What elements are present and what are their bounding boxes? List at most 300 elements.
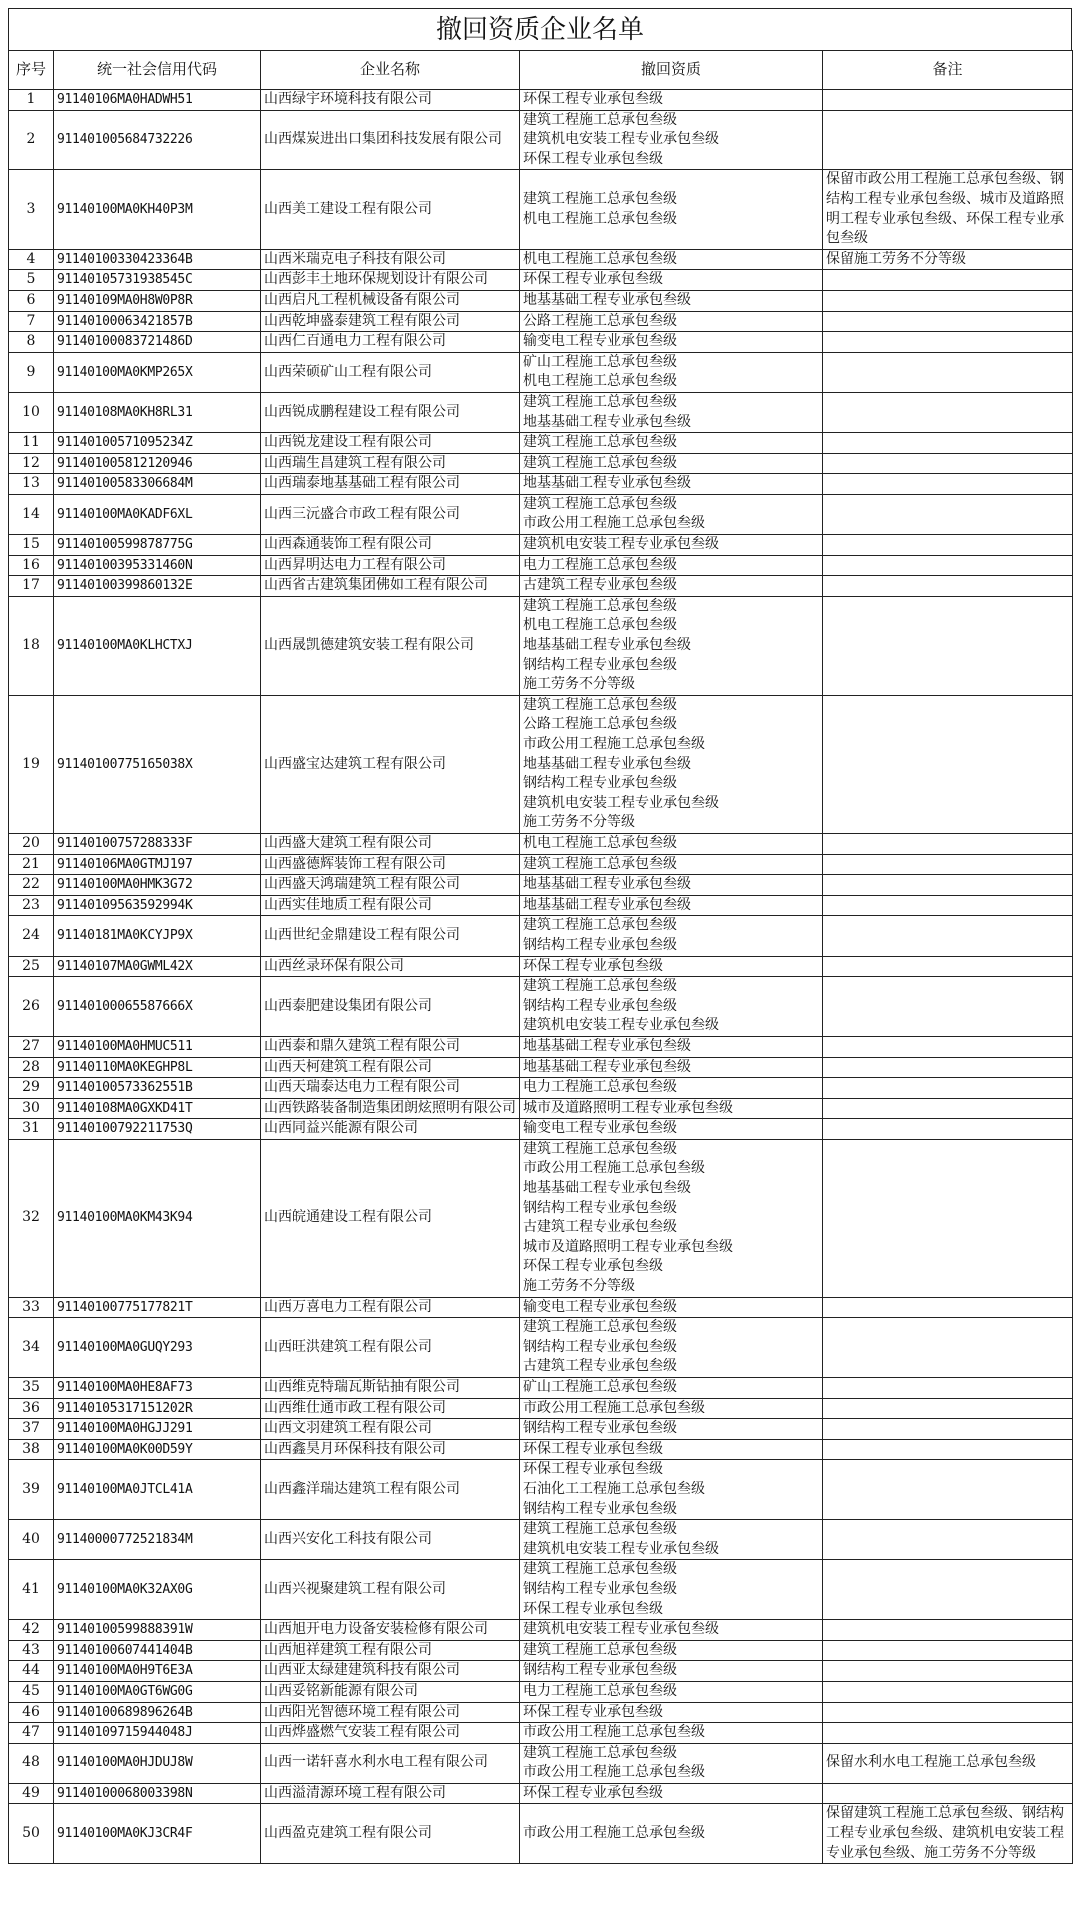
cell-remarks <box>823 1681 1073 1702</box>
cell-remarks <box>823 956 1073 977</box>
cell-credit-code: 91140181MA0KCYJP9X <box>54 916 261 956</box>
table-row <box>9 332 1073 353</box>
table-row <box>9 977 1073 1037</box>
cell-company-name: 山西兴安化工科技有限公司 <box>261 1520 520 1560</box>
cell-seq: 7 <box>9 311 54 332</box>
cell-remarks <box>823 1560 1073 1620</box>
cell-seq: 8 <box>9 332 54 353</box>
cell-remarks <box>823 977 1073 1037</box>
cell-credit-code: 91140100775177821T <box>54 1297 261 1318</box>
cell-remarks: 保留施工劳务不分等级 <box>823 249 1073 270</box>
cell-company-name: 山西米瑞克电子科技有限公司 <box>261 249 520 270</box>
cell-credit-code: 91140100395331460N <box>54 555 261 576</box>
cell-seq: 27 <box>9 1036 54 1057</box>
cell-company-name: 山西万喜电力工程有限公司 <box>261 1297 520 1318</box>
cell-seq: 48 <box>9 1743 54 1783</box>
table-body <box>9 90 1073 1864</box>
cell-seq: 4 <box>9 249 54 270</box>
cell-credit-code: 91140100583306684M <box>54 474 261 495</box>
cell-seq: 28 <box>9 1057 54 1078</box>
header-seq: 序号 <box>9 51 54 90</box>
cell-company-name: 山西绿宇环境科技有限公司 <box>261 90 520 111</box>
cell-remarks <box>823 596 1073 695</box>
cell-revoked-quals: 输变电工程专业承包叁级 <box>520 1119 823 1140</box>
table-row <box>9 1398 1073 1419</box>
cell-revoked-quals: 建筑工程施工总承包叁级 <box>520 453 823 474</box>
cell-company-name: 山西维仕通市政工程有限公司 <box>261 1398 520 1419</box>
cell-company-name: 山西旭祥建筑工程有限公司 <box>261 1640 520 1661</box>
cell-credit-code: 91140100MA0KMP265X <box>54 352 261 392</box>
cell-credit-code: 91140106MA0HADWH51 <box>54 90 261 111</box>
cell-credit-code: 91140100068003398N <box>54 1783 261 1804</box>
cell-revoked-quals: 城市及道路照明工程专业承包叁级 <box>520 1098 823 1119</box>
table-row <box>9 110 1073 170</box>
table-row <box>9 1661 1073 1682</box>
cell-credit-code: 91140100399860132E <box>54 576 261 597</box>
cell-remarks <box>823 110 1073 170</box>
cell-credit-code: 91140100330423364B <box>54 249 261 270</box>
cell-company-name: 山西省古建筑集团佛如工程有限公司 <box>261 576 520 597</box>
cell-credit-code: 91140100MA0KLHCTXJ <box>54 596 261 695</box>
cell-seq: 29 <box>9 1078 54 1099</box>
cell-company-name: 山西美工建设工程有限公司 <box>261 170 520 249</box>
cell-company-name: 山西仁百通电力工程有限公司 <box>261 332 520 353</box>
cell-revoked-quals: 建筑工程施工总承包叁级 机电工程施工总承包叁级 地基基础工程专业承包叁级 钢结构工程专业承包叁级 施工劳务不分等级 <box>520 596 823 695</box>
cell-revoked-quals: 环保工程专业承包叁级 <box>520 1702 823 1723</box>
table-row <box>9 1378 1073 1399</box>
table-row <box>9 90 1073 111</box>
cell-company-name: 山西妥铭新能源有限公司 <box>261 1681 520 1702</box>
cell-company-name: 山西世纪金鼎建设工程有限公司 <box>261 916 520 956</box>
cell-credit-code: 91140100MA0HJDUJ8W <box>54 1743 261 1783</box>
cell-credit-code: 91140100MA0HE8AF73 <box>54 1378 261 1399</box>
cell-seq: 26 <box>9 977 54 1037</box>
cell-revoked-quals: 地基基础工程专业承包叁级 <box>520 290 823 311</box>
cell-company-name: 山西阳光智德环境工程有限公司 <box>261 1702 520 1723</box>
cell-remarks <box>823 576 1073 597</box>
cell-seq: 23 <box>9 895 54 916</box>
cell-seq: 25 <box>9 956 54 977</box>
table-row <box>9 1520 1073 1560</box>
cell-seq: 47 <box>9 1723 54 1744</box>
cell-credit-code: 91140105317151202R <box>54 1398 261 1419</box>
cell-revoked-quals: 电力工程施工总承包叁级 <box>520 1681 823 1702</box>
cell-credit-code: 91140100MA0HMUC511 <box>54 1036 261 1057</box>
table-row <box>9 249 1073 270</box>
table-row <box>9 1560 1073 1620</box>
cell-revoked-quals: 市政公用工程施工总承包叁级 <box>520 1398 823 1419</box>
cell-remarks <box>823 916 1073 956</box>
cell-remarks <box>823 1640 1073 1661</box>
cell-seq: 49 <box>9 1783 54 1804</box>
cell-company-name: 山西旭开电力设备安装检修有限公司 <box>261 1620 520 1641</box>
cell-remarks <box>823 1702 1073 1723</box>
cell-revoked-quals: 矿山工程施工总承包叁级 机电工程施工总承包叁级 <box>520 352 823 392</box>
cell-remarks <box>823 1297 1073 1318</box>
table-row <box>9 555 1073 576</box>
cell-credit-code: 91140100063421857B <box>54 311 261 332</box>
cell-company-name: 山西同益兴能源有限公司 <box>261 1119 520 1140</box>
cell-company-name: 山西鑫昊月环保科技有限公司 <box>261 1439 520 1460</box>
cell-remarks <box>823 1520 1073 1560</box>
cell-remarks <box>823 1419 1073 1440</box>
cell-revoked-quals: 电力工程施工总承包叁级 <box>520 1078 823 1099</box>
cell-credit-code: 91140100083721486D <box>54 332 261 353</box>
cell-company-name: 山西盛宝达建筑工程有限公司 <box>261 695 520 833</box>
cell-company-name: 山西荣硕矿山工程有限公司 <box>261 352 520 392</box>
revoked-list-table <box>8 50 1073 1864</box>
table-row <box>9 392 1073 432</box>
cell-credit-code: 91140100MA0JTCL41A <box>54 1460 261 1520</box>
table-row <box>9 1743 1073 1783</box>
table-row <box>9 494 1073 534</box>
cell-company-name: 山西泰肥建设集团有限公司 <box>261 977 520 1037</box>
cell-company-name: 山西铁路装备制造集团朗炫照明有限公司 <box>261 1098 520 1119</box>
cell-credit-code: 91140100MA0HMK3G72 <box>54 875 261 896</box>
table-row <box>9 352 1073 392</box>
cell-revoked-quals: 地基基础工程专业承包叁级 <box>520 1036 823 1057</box>
cell-company-name: 山西溢清源环境工程有限公司 <box>261 1783 520 1804</box>
cell-seq: 1 <box>9 90 54 111</box>
cell-seq: 16 <box>9 555 54 576</box>
cell-credit-code: 91140100MA0GT6WG0G <box>54 1681 261 1702</box>
cell-seq: 38 <box>9 1439 54 1460</box>
cell-company-name: 山西文羽建筑工程有限公司 <box>261 1419 520 1440</box>
cell-seq: 3 <box>9 170 54 249</box>
cell-credit-code: 91140109563592994K <box>54 895 261 916</box>
cell-revoked-quals: 建筑工程施工总承包叁级 钢结构工程专业承包叁级 <box>520 916 823 956</box>
cell-revoked-quals: 机电工程施工总承包叁级 <box>520 833 823 854</box>
cell-company-name: 山西丝录环保有限公司 <box>261 956 520 977</box>
cell-remarks <box>823 453 1073 474</box>
cell-seq: 42 <box>9 1620 54 1641</box>
cell-remarks <box>823 854 1073 875</box>
cell-seq: 33 <box>9 1297 54 1318</box>
cell-remarks <box>823 1036 1073 1057</box>
cell-revoked-quals: 电力工程施工总承包叁级 <box>520 555 823 576</box>
cell-remarks <box>823 311 1073 332</box>
table-row <box>9 170 1073 249</box>
cell-remarks <box>823 1119 1073 1140</box>
cell-company-name: 山西锐成鹏程建设工程有限公司 <box>261 392 520 432</box>
cell-credit-code: 91140100MA0K32AX0G <box>54 1560 261 1620</box>
cell-company-name: 山西兴视聚建筑工程有限公司 <box>261 1560 520 1620</box>
table-row <box>9 833 1073 854</box>
cell-remarks <box>823 270 1073 291</box>
cell-remarks <box>823 1318 1073 1378</box>
cell-seq: 14 <box>9 494 54 534</box>
cell-seq: 44 <box>9 1661 54 1682</box>
cell-revoked-quals: 公路工程施工总承包叁级 <box>520 311 823 332</box>
cell-credit-code: 91140110MA0KEGHP8L <box>54 1057 261 1078</box>
cell-revoked-quals: 地基基础工程专业承包叁级 <box>520 895 823 916</box>
cell-company-name: 山西泰和鼎久建筑工程有限公司 <box>261 1036 520 1057</box>
cell-seq: 13 <box>9 474 54 495</box>
cell-revoked-quals: 建筑工程施工总承包叁级 <box>520 854 823 875</box>
cell-revoked-quals: 建筑工程施工总承包叁级 地基基础工程专业承包叁级 <box>520 392 823 432</box>
cell-credit-code: 91140100792211753Q <box>54 1119 261 1140</box>
cell-credit-code: 91140109MA0H8W0P8R <box>54 290 261 311</box>
cell-remarks <box>823 1098 1073 1119</box>
cell-credit-code: 91140100MA0K00D59Y <box>54 1439 261 1460</box>
header-company-name: 企业名称 <box>261 51 520 90</box>
cell-revoked-quals: 建筑工程施工总承包叁级 机电工程施工总承包叁级 <box>520 170 823 249</box>
cell-remarks <box>823 895 1073 916</box>
table-row <box>9 1318 1073 1378</box>
cell-credit-code: 91140100689896264B <box>54 1702 261 1723</box>
cell-revoked-quals: 地基基础工程专业承包叁级 <box>520 1057 823 1078</box>
cell-credit-code: 91140000772521834M <box>54 1520 261 1560</box>
table-row <box>9 895 1073 916</box>
table-row <box>9 695 1073 833</box>
cell-remarks: 保留市政公用工程施工总承包叁级、钢结构工程专业承包叁级、城市及道路照明工程专业承包叁级、环保工程专业承包叁级 <box>823 170 1073 249</box>
cell-revoked-quals: 市政公用工程施工总承包叁级 <box>520 1723 823 1744</box>
cell-remarks <box>823 1057 1073 1078</box>
cell-company-name: 山西瑞泰地基基础工程有限公司 <box>261 474 520 495</box>
table-row <box>9 1139 1073 1297</box>
cell-remarks <box>823 474 1073 495</box>
cell-company-name: 山西乾坤盛泰建筑工程有限公司 <box>261 311 520 332</box>
cell-seq: 45 <box>9 1681 54 1702</box>
cell-remarks <box>823 332 1073 353</box>
table-row <box>9 290 1073 311</box>
table-row <box>9 474 1073 495</box>
cell-remarks <box>823 433 1073 454</box>
header-remarks: 备注 <box>823 51 1073 90</box>
cell-revoked-quals: 建筑工程施工总承包叁级 钢结构工程专业承包叁级 环保工程专业承包叁级 <box>520 1560 823 1620</box>
cell-remarks <box>823 494 1073 534</box>
cell-remarks <box>823 392 1073 432</box>
cell-company-name: 山西锐龙建设工程有限公司 <box>261 433 520 454</box>
cell-credit-code: 911401005684732226 <box>54 110 261 170</box>
cell-company-name: 山西盛大建筑工程有限公司 <box>261 833 520 854</box>
cell-revoked-quals: 建筑工程施工总承包叁级 公路工程施工总承包叁级 市政公用工程施工总承包叁级 地基基础工程专业承包叁级 钢结构工程专业承包叁级 建筑机电安装工程专业承包叁级 施工劳务不分等级 <box>520 695 823 833</box>
cell-credit-code: 91140100MA0KJ3CR4F <box>54 1804 261 1864</box>
cell-seq: 46 <box>9 1702 54 1723</box>
cell-credit-code: 91140100065587666X <box>54 977 261 1037</box>
cell-remarks <box>823 290 1073 311</box>
cell-company-name: 山西鑫洋瑞达建筑工程有限公司 <box>261 1460 520 1520</box>
table-row <box>9 1036 1073 1057</box>
cell-revoked-quals: 地基基础工程专业承包叁级 <box>520 875 823 896</box>
table-row <box>9 1723 1073 1744</box>
cell-credit-code: 91140108MA0GXKD41T <box>54 1098 261 1119</box>
cell-company-name: 山西维克特瑞瓦斯钻抽有限公司 <box>261 1378 520 1399</box>
cell-revoked-quals: 建筑机电安装工程专业承包叁级 <box>520 1620 823 1641</box>
cell-company-name: 山西彭丰土地环保规划设计有限公司 <box>261 270 520 291</box>
cell-company-name: 山西瑞生昌建筑工程有限公司 <box>261 453 520 474</box>
cell-credit-code: 91140100757288333F <box>54 833 261 854</box>
cell-remarks: 保留水利水电工程施工总承包叁级 <box>823 1743 1073 1783</box>
cell-company-name: 山西一诺轩喜水利水电工程有限公司 <box>261 1743 520 1783</box>
cell-revoked-quals: 建筑工程施工总承包叁级 建筑机电安装工程专业承包叁级 环保工程专业承包叁级 <box>520 110 823 170</box>
table-row <box>9 1783 1073 1804</box>
cell-seq: 22 <box>9 875 54 896</box>
cell-credit-code: 91140100599888391W <box>54 1620 261 1641</box>
cell-company-name: 山西亚太绿建建筑科技有限公司 <box>261 1661 520 1682</box>
cell-seq: 41 <box>9 1560 54 1620</box>
cell-credit-code: 91140100MA0H9T6E3A <box>54 1661 261 1682</box>
cell-seq: 31 <box>9 1119 54 1140</box>
cell-company-name: 山西旺洪建筑工程有限公司 <box>261 1318 520 1378</box>
cell-remarks <box>823 833 1073 854</box>
cell-remarks <box>823 1620 1073 1641</box>
cell-seq: 11 <box>9 433 54 454</box>
cell-credit-code: 91140109715944048J <box>54 1723 261 1744</box>
cell-company-name: 山西天柯建筑工程有限公司 <box>261 1057 520 1078</box>
cell-revoked-quals: 建筑工程施工总承包叁级 市政公用工程施工总承包叁级 地基基础工程专业承包叁级 钢结构工程专业承包叁级 古建筑工程专业承包叁级 城市及道路照明工程专业承包叁级 环保工程专业承包叁级 施工劳务不分等级 <box>520 1139 823 1297</box>
cell-credit-code: 91140100MA0KADF6XL <box>54 494 261 534</box>
cell-remarks <box>823 1723 1073 1744</box>
cell-seq: 24 <box>9 916 54 956</box>
cell-remarks <box>823 1783 1073 1804</box>
table-row <box>9 1460 1073 1520</box>
cell-revoked-quals: 建筑工程施工总承包叁级 市政公用工程施工总承包叁级 <box>520 1743 823 1783</box>
cell-remarks <box>823 1439 1073 1460</box>
cell-credit-code: 91140105731938545C <box>54 270 261 291</box>
cell-credit-code: 91140107MA0GWML42X <box>54 956 261 977</box>
table-row <box>9 916 1073 956</box>
table-row <box>9 1804 1073 1864</box>
table-header-row <box>9 51 1073 90</box>
cell-credit-code: 91140100573362551B <box>54 1078 261 1099</box>
cell-credit-code: 91140100775165038X <box>54 695 261 833</box>
document-title: 撤回资质企业名单 <box>8 8 1072 50</box>
cell-credit-code: 91140100MA0GUQY293 <box>54 1318 261 1378</box>
cell-remarks <box>823 1460 1073 1520</box>
table-row <box>9 1620 1073 1641</box>
header-revoked-quals: 撤回资质 <box>520 51 823 90</box>
cell-remarks <box>823 1139 1073 1297</box>
cell-seq: 34 <box>9 1318 54 1378</box>
cell-company-name: 山西烨盛燃气安装工程有限公司 <box>261 1723 520 1744</box>
table-row <box>9 1640 1073 1661</box>
cell-revoked-quals: 环保工程专业承包叁级 <box>520 270 823 291</box>
cell-seq: 20 <box>9 833 54 854</box>
cell-revoked-quals: 建筑工程施工总承包叁级 钢结构工程专业承包叁级 古建筑工程专业承包叁级 <box>520 1318 823 1378</box>
cell-credit-code: 91140100571095234Z <box>54 433 261 454</box>
cell-credit-code: 91140100599878775G <box>54 535 261 556</box>
cell-revoked-quals: 环保工程专业承包叁级 <box>520 90 823 111</box>
cell-revoked-quals: 市政公用工程施工总承包叁级 <box>520 1804 823 1864</box>
cell-company-name: 山西实佳地质工程有限公司 <box>261 895 520 916</box>
cell-revoked-quals: 输变电工程专业承包叁级 <box>520 1297 823 1318</box>
cell-revoked-quals: 建筑工程施工总承包叁级 建筑机电安装工程专业承包叁级 <box>520 1520 823 1560</box>
table-row <box>9 596 1073 695</box>
table-row <box>9 535 1073 556</box>
header-credit-code: 统一社会信用代码 <box>54 51 261 90</box>
cell-seq: 36 <box>9 1398 54 1419</box>
cell-seq: 39 <box>9 1460 54 1520</box>
cell-remarks: 保留建筑工程施工总承包叁级、钢结构工程专业承包叁级、建筑机电安装工程专业承包叁级、施工劳务不分等级 <box>823 1804 1073 1864</box>
table-row <box>9 1439 1073 1460</box>
cell-company-name: 山西盛天鸿瑞建筑工程有限公司 <box>261 875 520 896</box>
cell-remarks <box>823 352 1073 392</box>
cell-company-name: 山西盛德辉装饰工程有限公司 <box>261 854 520 875</box>
cell-company-name: 山西森通装饰工程有限公司 <box>261 535 520 556</box>
cell-credit-code: 911401005812120946 <box>54 453 261 474</box>
cell-seq: 17 <box>9 576 54 597</box>
cell-remarks <box>823 695 1073 833</box>
cell-revoked-quals: 矿山工程施工总承包叁级 <box>520 1378 823 1399</box>
table-row <box>9 875 1073 896</box>
cell-seq: 21 <box>9 854 54 875</box>
cell-revoked-quals: 机电工程施工总承包叁级 <box>520 249 823 270</box>
cell-seq: 35 <box>9 1378 54 1399</box>
cell-revoked-quals: 古建筑工程专业承包叁级 <box>520 576 823 597</box>
cell-remarks <box>823 1398 1073 1419</box>
cell-credit-code: 91140100607441404B <box>54 1640 261 1661</box>
cell-seq: 30 <box>9 1098 54 1119</box>
cell-revoked-quals: 建筑工程施工总承包叁级 市政公用工程施工总承包叁级 <box>520 494 823 534</box>
cell-remarks <box>823 1078 1073 1099</box>
table-row <box>9 311 1073 332</box>
cell-revoked-quals: 建筑工程施工总承包叁级 <box>520 433 823 454</box>
cell-revoked-quals: 地基基础工程专业承包叁级 <box>520 474 823 495</box>
cell-revoked-quals: 环保工程专业承包叁级 <box>520 1439 823 1460</box>
cell-seq: 50 <box>9 1804 54 1864</box>
cell-remarks <box>823 1378 1073 1399</box>
cell-revoked-quals: 钢结构工程专业承包叁级 <box>520 1419 823 1440</box>
cell-seq: 12 <box>9 453 54 474</box>
cell-revoked-quals: 建筑工程施工总承包叁级 <box>520 1640 823 1661</box>
table-row <box>9 1702 1073 1723</box>
table-row <box>9 1057 1073 1078</box>
table-row <box>9 270 1073 291</box>
cell-seq: 10 <box>9 392 54 432</box>
cell-seq: 2 <box>9 110 54 170</box>
cell-remarks <box>823 1661 1073 1682</box>
cell-remarks <box>823 535 1073 556</box>
cell-credit-code: 91140108MA0KH8RL31 <box>54 392 261 432</box>
cell-seq: 18 <box>9 596 54 695</box>
document-sheet <box>8 8 1072 1864</box>
cell-seq: 43 <box>9 1640 54 1661</box>
cell-credit-code: 91140106MA0GTMJ197 <box>54 854 261 875</box>
table-row <box>9 1078 1073 1099</box>
cell-company-name: 山西天瑞泰达电力工程有限公司 <box>261 1078 520 1099</box>
cell-seq: 15 <box>9 535 54 556</box>
cell-revoked-quals: 钢结构工程专业承包叁级 <box>520 1661 823 1682</box>
cell-company-name: 山西启凡工程机械设备有限公司 <box>261 290 520 311</box>
cell-revoked-quals: 建筑机电安装工程专业承包叁级 <box>520 535 823 556</box>
table-row <box>9 1419 1073 1440</box>
cell-revoked-quals: 环保工程专业承包叁级 <box>520 1783 823 1804</box>
cell-company-name: 山西晟凯德建筑安装工程有限公司 <box>261 596 520 695</box>
cell-company-name: 山西煤炭进出口集团科技发展有限公司 <box>261 110 520 170</box>
cell-seq: 32 <box>9 1139 54 1297</box>
cell-remarks <box>823 90 1073 111</box>
cell-seq: 9 <box>9 352 54 392</box>
table-row <box>9 854 1073 875</box>
cell-revoked-quals: 环保工程专业承包叁级 石油化工工程施工总承包叁级 钢结构工程专业承包叁级 <box>520 1460 823 1520</box>
cell-seq: 6 <box>9 290 54 311</box>
cell-company-name: 山西三沅盛合市政工程有限公司 <box>261 494 520 534</box>
cell-revoked-quals: 输变电工程专业承包叁级 <box>520 332 823 353</box>
cell-seq: 5 <box>9 270 54 291</box>
table-row <box>9 1681 1073 1702</box>
cell-seq: 40 <box>9 1520 54 1560</box>
cell-credit-code: 91140100MA0KH40P3M <box>54 170 261 249</box>
table-row <box>9 453 1073 474</box>
table-row <box>9 1119 1073 1140</box>
cell-credit-code: 91140100MA0HGJJ291 <box>54 1419 261 1440</box>
cell-seq: 37 <box>9 1419 54 1440</box>
cell-seq: 19 <box>9 695 54 833</box>
table-row <box>9 1297 1073 1318</box>
table-row <box>9 956 1073 977</box>
cell-revoked-quals: 环保工程专业承包叁级 <box>520 956 823 977</box>
